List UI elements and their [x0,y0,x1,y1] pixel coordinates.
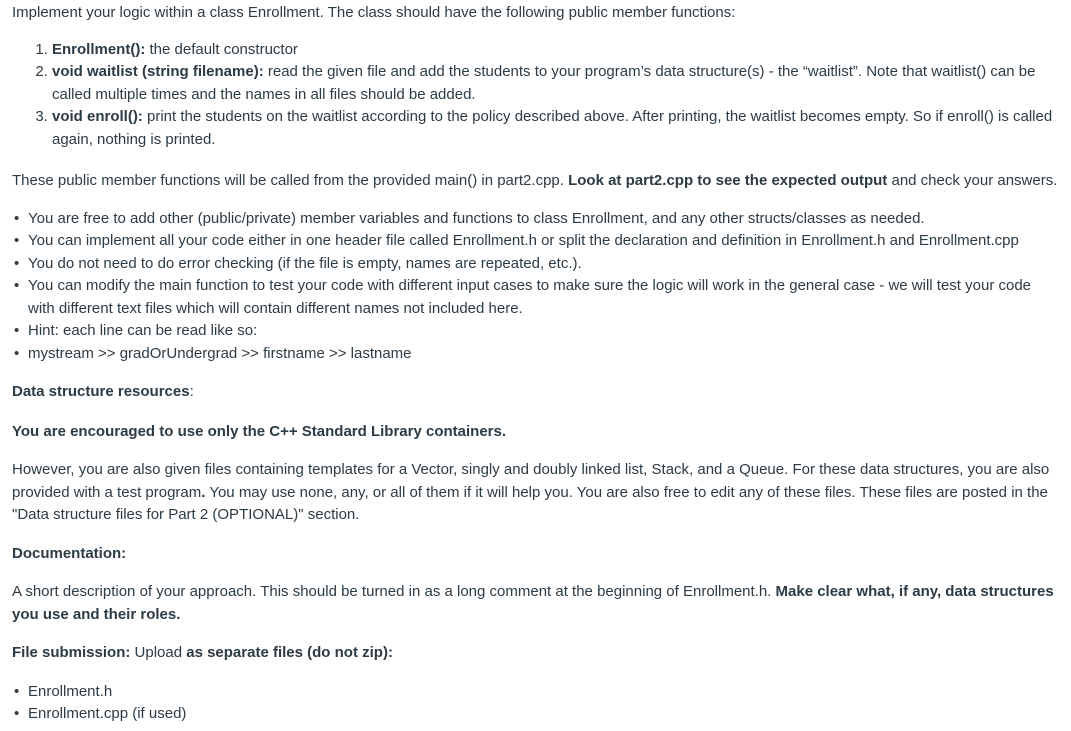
function-signature: void enroll(): [52,108,143,125]
list-item [52,39,1059,62]
member-functions-list [12,39,1059,152]
function-description: read the given file and add the students to your program’s data structure(s) - the “waitlist”. Note that waitlist() can be called multiple times and the names in all files should be added. [52,63,1036,103]
called-from-text: These public member functions will be called from the provided main() in part2.cpp. Look at part2.cpp to see the expected output and check your answers. [12,172,1058,189]
documentation-text: A short description of your approach. This should be turned in as a long comment at the beginning of Enrollment.h. Make clear what, if any, data structures you use and their roles. [12,583,1054,623]
list-item [52,61,1059,106]
function-signature: void waitlist (string filename): [52,63,264,80]
list-item: • You are free to add other (public/private) member variables and functions to class Enrollment, and any other structs/classes as needed. [28,208,1059,231]
stl-recommendation: You are encouraged to use only the C++ Standard Library containers. [12,422,507,440]
list-item: • Enrollment.h [28,681,1059,704]
data-structure-heading: Data structure resources: [12,383,194,400]
list-item: • You can implement all your code either in one header file called Enrollment.h or split the declaration and definition in Enrollment.h and Enrollment.cpp [28,230,1059,253]
function-signature: Enrollment(): [52,40,146,58]
list-item: • Enrollment.cpp (if used) [28,703,1059,726]
documentation-heading: Documentation: [12,544,127,562]
list-item: • Hint: each line can be read like so: [28,320,1059,343]
notes-list [12,208,1059,366]
expected-output-note: Look at part2.cpp to see the expected output [568,172,888,189]
list-item: • You do not need to do error checking (if the file is empty, names are repeated, etc.). [28,253,1059,276]
function-description: the default constructor [145,40,298,58]
file-submission-text: File submission: Upload as separate files (do not zip): [12,644,393,661]
list-item: • mystream >> gradOrUndergrad >> firstname >> lastname [28,343,1059,366]
intro-text: Implement your logic within a class Enrollment. The class should have the following public member functions: [12,4,736,21]
templates-paragraph: However, you are also given files containing templates for a Vector, singly and doubly linked list, Stack, and a Queue. For these data structures, you are also provided with a test program. You may use none, any, or all of them if it will help you. You are also free to edit any of these files. These files are posted in the "Data structure files for Part 2 (OPTIONAL)" section. [12,461,1050,523]
list-item [52,106,1059,151]
function-description: print the students on the waitlist according to the policy described above. After printing, the waitlist becomes empty. So if enroll() is called again, nothing is printed. [52,108,1053,148]
list-item: • You can modify the main function to test your code with different input cases to make sure the logic will work in the general case - we will test your code with different text files which will contain different names not included here. [28,275,1059,320]
submission-files-list [12,681,1059,726]
